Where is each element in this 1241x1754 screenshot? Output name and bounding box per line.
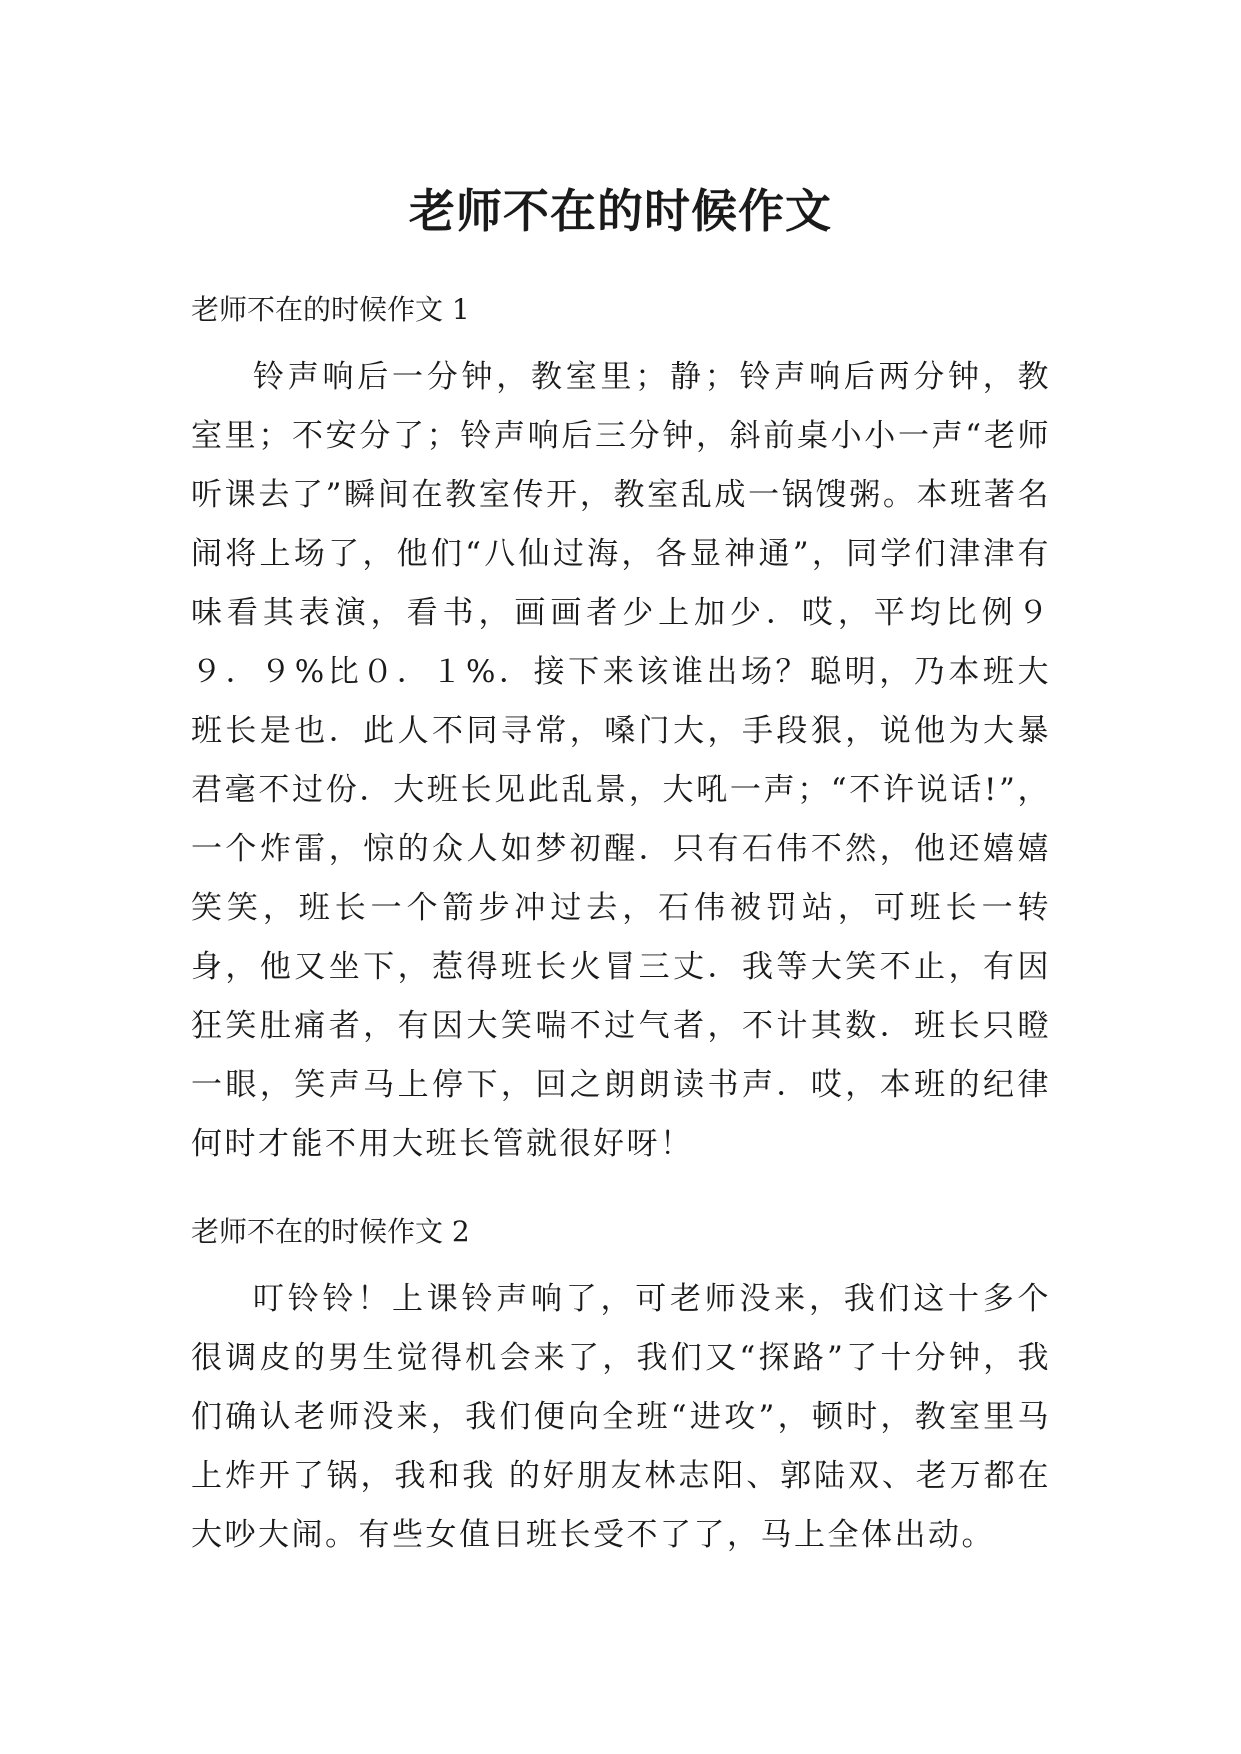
essay-section-2 bbox=[191, 1212, 1051, 1565]
section-paragraph-2: 叮铃铃！上课铃声响了，可老师没来，我们这十多个很调皮的男生觉得机会来了，我们又“探路”了十分钟，我们确认老师没来，我们便向全班“进攻”，顿时，教室里马上炸开了锅，我和我 的好朋友林志阳、郭陆双、老万都在大吵大闹。有些女值日班长受不了了，马上全体出动。 bbox=[191, 1281, 1051, 1553]
section-paragraph-1: 铃声响后一分钟，教室里；静；铃声响后两分钟，教室里；不安分了；铃声响后三分钟，斜前桌小小一声“老师听课去了”瞬间在教室传开，教室乱成一锅馊粥。本班著名闹将上场了，他们“八仙过海，各显神通”，同学们津津有味看其表演，看书，画画者少上加少．哎，平均比例９９．９%比０．１%．接下来该谁出场？聪明，乃本班大班长是也．此人不同寻常，嗓门大，手段狠，说他为大暴君毫不过份．大班长见此乱景，大吼一声；“不许说话!”，一个炸雷，惊的众人如梦初醒．只有石伟不然，他还嬉嬉笑笑，班长一个箭步冲过去，石伟被罚站，可班长一转身，他又坐下，惹得班长火冒三丈．我等大笑不止，有因狂笑肚痛者，有因大笑喘不过气者，不计其数．班长只瞪一眼，笑声马上停下，回之朗朗读书声．哎，本班的纪律何时才能不用大班长管就很好呀！ bbox=[191, 359, 1051, 1162]
essay-section-1 bbox=[191, 290, 1051, 1174]
section-heading-1: 老师不在的时候作文 1 bbox=[191, 293, 470, 326]
section-heading-2: 老师不在的时候作文 2 bbox=[191, 1215, 470, 1248]
document-title: 老师不在的时候作文 bbox=[409, 183, 832, 238]
